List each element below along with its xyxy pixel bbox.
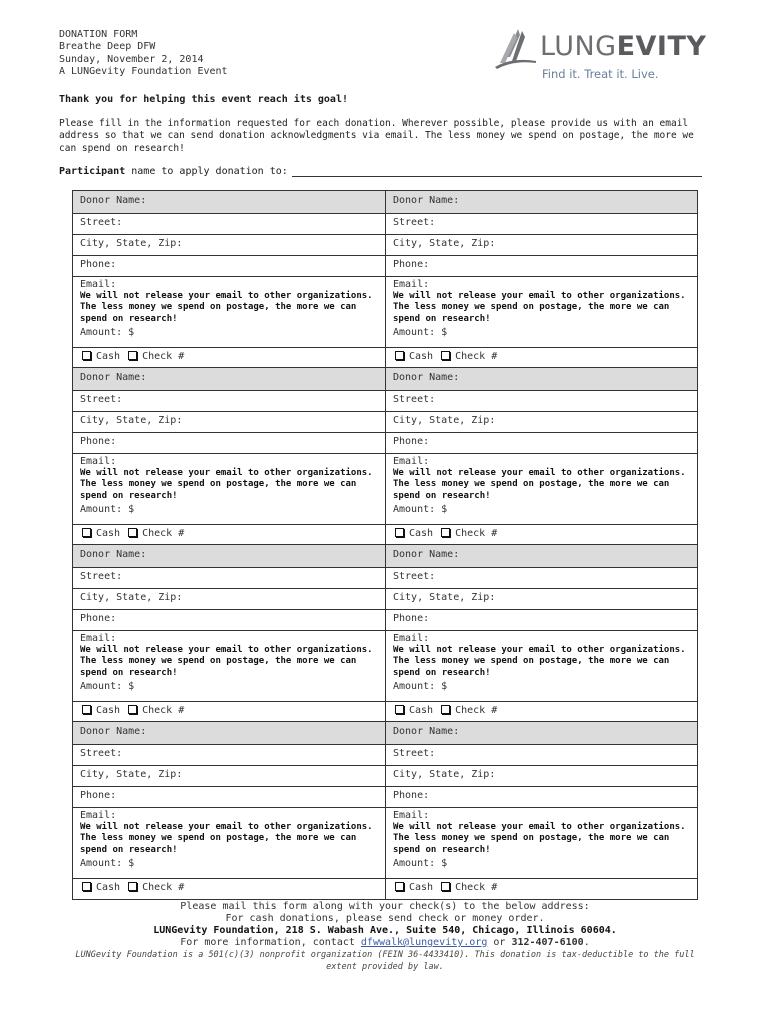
donor-name-row-right-cell[interactable] [385, 368, 697, 390]
check-number-label: Check # [455, 528, 498, 539]
check-checkbox-icon[interactable] [441, 351, 450, 360]
street-row-left-cell[interactable] [73, 214, 385, 234]
donor-name-label: Donor Name: [80, 726, 147, 737]
check-checkbox-icon[interactable] [128, 882, 137, 891]
email-row [73, 454, 697, 525]
payment-method-row-right-cell[interactable] [385, 702, 697, 721]
check-number-label: Check # [455, 705, 498, 716]
email-privacy-note: We will not release your email to other organizations. The less money we spend on postage, the more we can spend on research! [393, 467, 686, 502]
donor-name-row-right-cell[interactable] [385, 545, 697, 567]
email-row-left-cell[interactable] [73, 808, 385, 878]
donor-name-label: Donor Name: [393, 195, 460, 206]
cash-label: Cash [409, 528, 434, 539]
cash-label: Cash [96, 882, 121, 893]
payment-method-row [73, 879, 697, 899]
street-label: Street: [80, 217, 123, 228]
check-number-label: Check # [142, 351, 185, 362]
phone-label: Phone: [80, 259, 117, 270]
payment-method-row-right-cell[interactable] [385, 525, 697, 544]
mailing-address: LUNGevity Foundation, 218 S. Wabash Ave., Suite 540, Chicago, Illinois 60604. [153, 925, 617, 936]
phone-row [73, 610, 697, 631]
street-row-right-cell[interactable] [385, 568, 697, 588]
form-title: DONATION FORM [59, 29, 138, 40]
phone-label: Phone: [80, 436, 117, 447]
donor-name-label: Donor Name: [393, 726, 460, 737]
contact-prefix: For more information, contact [180, 937, 361, 948]
phone-row-left-cell[interactable] [73, 256, 385, 276]
city-state-zip-row-left-cell[interactable] [73, 412, 385, 432]
city-state-zip-row-right-cell[interactable] [385, 766, 697, 786]
cash-checkbox-icon[interactable] [82, 351, 91, 360]
cash-checkbox-icon[interactable] [82, 882, 91, 891]
cash-label: Cash [409, 351, 434, 362]
donor-name-row [73, 368, 697, 391]
payment-method-row-left-cell[interactable] [73, 879, 385, 899]
city-state-zip-row-right-cell[interactable] [385, 235, 697, 255]
donor-name-label: Donor Name: [80, 549, 147, 560]
amount-label: Amount: $ [393, 503, 448, 515]
email-row-right-cell[interactable] [385, 808, 697, 878]
contact-email-link[interactable]: dfwwalk@lungevity.org [360, 937, 488, 948]
phone-label: Phone: [393, 613, 430, 624]
logo-wordmark-bold: EVITY [616, 31, 707, 62]
donor-name-row [73, 545, 697, 568]
donor-name-row-left-cell[interactable] [73, 545, 385, 567]
city-state-zip-label: City, State, Zip: [80, 238, 183, 249]
cash-instructions: For cash donations, please send check or money order. [225, 913, 545, 924]
street-row [73, 214, 697, 235]
cash-checkbox-icon[interactable] [395, 351, 404, 360]
cash-checkbox-icon[interactable] [395, 528, 404, 537]
payment-method-row [73, 348, 697, 368]
legal-disclaimer: LUNGevity Foundation is a 501(c)(3) nonprofit organization (FEIN 36-4433410). This donation is tax-deductible to the full extent provided by law. [75, 950, 695, 972]
thank-you-heading: Thank you for helping this event reach its goal! [59, 94, 348, 105]
payment-method-row-left-cell[interactable] [73, 702, 385, 721]
contact-line [60, 937, 710, 949]
contact-period: . [583, 937, 590, 948]
phone-row [73, 433, 697, 454]
logo-tagline: Find it. Treat it. Live. [542, 67, 659, 81]
check-number-label: Check # [142, 882, 185, 893]
donor-name-row [73, 722, 697, 745]
payment-method-row-left-cell[interactable] [73, 525, 385, 544]
city-state-zip-row [73, 589, 697, 610]
lungs-mark-icon [492, 27, 538, 71]
phone-label: Phone: [393, 259, 430, 270]
donor-name-row-left-cell[interactable] [73, 191, 385, 213]
form-header [59, 29, 228, 78]
amount-label: Amount: $ [80, 857, 135, 869]
email-privacy-note: We will not release your email to other organizations. The less money we spend on postage, the more we can spend on research! [393, 290, 686, 325]
email-row-right-cell[interactable] [385, 631, 697, 701]
donor-name-label: Donor Name: [393, 372, 460, 383]
amount-label: Amount: $ [80, 326, 135, 338]
check-checkbox-icon[interactable] [441, 705, 450, 714]
street-row-right-cell[interactable] [385, 391, 697, 411]
check-number-label: Check # [142, 705, 185, 716]
city-state-zip-row-left-cell[interactable] [73, 766, 385, 786]
payment-method-row-right-cell[interactable] [385, 879, 697, 899]
city-state-zip-label: City, State, Zip: [393, 592, 496, 603]
check-number-label: Check # [455, 882, 498, 893]
street-label: Street: [393, 571, 436, 582]
check-checkbox-icon[interactable] [128, 351, 137, 360]
payment-method-row [73, 702, 697, 722]
contact-or: or [487, 937, 512, 948]
email-label: Email: [393, 633, 430, 644]
participant-name-line[interactable] [292, 164, 702, 177]
donor-name-label: Donor Name: [393, 549, 460, 560]
city-state-zip-row [73, 766, 697, 787]
donor-name-row-left-cell[interactable] [73, 368, 385, 390]
donor-name-row-right-cell[interactable] [385, 191, 697, 213]
email-row [73, 808, 697, 879]
city-state-zip-label: City, State, Zip: [393, 415, 496, 426]
street-row-right-cell[interactable] [385, 214, 697, 234]
email-label: Email: [80, 279, 117, 290]
event-date: Sunday, November 2, 2014 [59, 53, 204, 65]
street-label: Street: [80, 394, 123, 405]
payment-method-row-right-cell[interactable] [385, 348, 697, 367]
phone-label: Phone: [80, 790, 117, 801]
street-row [73, 391, 697, 412]
street-label: Street: [80, 571, 123, 582]
phone-row [73, 787, 697, 808]
city-state-zip-label: City, State, Zip: [80, 415, 183, 426]
phone-label: Phone: [393, 436, 430, 447]
payment-method-row-left-cell[interactable] [73, 348, 385, 367]
street-label: Street: [393, 217, 436, 228]
street-label: Street: [80, 748, 123, 759]
city-state-zip-label: City, State, Zip: [393, 769, 496, 780]
amount-label: Amount: $ [80, 503, 135, 515]
email-row-left-cell[interactable] [73, 277, 385, 347]
check-checkbox-icon[interactable] [128, 705, 137, 714]
email-row [73, 277, 697, 348]
amount-label: Amount: $ [393, 857, 448, 869]
phone-row-left-cell[interactable] [73, 787, 385, 807]
check-number-label: Check # [142, 528, 185, 539]
cash-label: Cash [409, 882, 434, 893]
email-privacy-note: We will not release your email to other organizations. The less money we spend on postage, the more we can spend on research! [80, 644, 373, 679]
cash-label: Cash [96, 705, 121, 716]
mail-instructions: Please mail this form along with your check(s) to the below address: [180, 901, 590, 912]
city-state-zip-label: City, State, Zip: [393, 238, 496, 249]
email-privacy-note: We will not release your email to other organizations. The less money we spend on postage, the more we can spend on research! [393, 644, 686, 679]
email-label: Email: [80, 633, 117, 644]
donor-name-row-right-cell[interactable] [385, 722, 697, 744]
city-state-zip-row-right-cell[interactable] [385, 589, 697, 609]
check-checkbox-icon[interactable] [441, 528, 450, 537]
city-state-zip-row [73, 412, 697, 433]
city-state-zip-label: City, State, Zip: [80, 592, 183, 603]
donor-name-row-left-cell[interactable] [73, 722, 385, 744]
phone-row [73, 256, 697, 277]
cash-label: Cash [96, 351, 121, 362]
city-state-zip-label: City, State, Zip: [80, 769, 183, 780]
cash-label: Cash [96, 528, 121, 539]
footer [60, 901, 710, 973]
check-checkbox-icon[interactable] [128, 528, 137, 537]
phone-row-left-cell[interactable] [73, 610, 385, 630]
check-number-label: Check # [455, 351, 498, 362]
logo-wordmark-light: LUNG [540, 31, 617, 62]
donor-name-label: Donor Name: [80, 195, 147, 206]
email-privacy-note: We will not release your email to other organizations. The less money we spend on postage, the more we can spend on research! [80, 467, 373, 502]
participant-prompt: name to apply donation to: [125, 166, 288, 177]
street-row [73, 745, 697, 766]
email-row-right-cell[interactable] [385, 277, 697, 347]
event-subtitle: A LUNGevity Foundation Event [59, 65, 228, 77]
email-privacy-note: We will not release your email to other organizations. The less money we spend on postage, the more we can spend on research! [80, 821, 373, 856]
cash-label: Cash [409, 705, 434, 716]
email-label: Email: [393, 810, 430, 821]
phone-row-right-cell[interactable] [385, 787, 697, 807]
donor-table [72, 190, 698, 900]
event-name: Breathe Deep DFW [59, 41, 156, 53]
participant-label: Participant [59, 166, 126, 177]
phone-label: Phone: [393, 790, 430, 801]
contact-phone: 312-407-6100 [511, 937, 584, 948]
phone-row-right-cell[interactable] [385, 433, 697, 453]
email-label: Email: [80, 456, 117, 467]
donor-name-label: Donor Name: [80, 372, 147, 383]
check-checkbox-icon[interactable] [441, 882, 450, 891]
phone-row-right-cell[interactable] [385, 610, 697, 630]
email-row-left-cell[interactable] [73, 454, 385, 524]
amount-label: Amount: $ [80, 680, 135, 692]
cash-checkbox-icon[interactable] [395, 882, 404, 891]
city-state-zip-row-left-cell[interactable] [73, 589, 385, 609]
email-label: Email: [393, 279, 430, 290]
participant-field [59, 164, 702, 177]
street-label: Street: [393, 748, 436, 759]
donor-name-row [73, 191, 697, 214]
email-privacy-note: We will not release your email to other organizations. The less money we spend on postage, the more we can spend on research! [393, 821, 686, 856]
cash-checkbox-icon[interactable] [395, 705, 404, 714]
street-row [73, 568, 697, 589]
lungevity-logo [492, 27, 717, 85]
email-row-left-cell[interactable] [73, 631, 385, 701]
cash-checkbox-icon[interactable] [82, 528, 91, 537]
phone-label: Phone: [80, 613, 117, 624]
logo-wordmark [540, 31, 706, 62]
amount-label: Amount: $ [393, 326, 448, 338]
email-label: Email: [393, 456, 430, 467]
email-row [73, 631, 697, 702]
email-privacy-note: We will not release your email to other organizations. The less money we spend on postage, the more we can spend on research! [80, 290, 373, 325]
city-state-zip-row [73, 235, 697, 256]
email-row-right-cell[interactable] [385, 454, 697, 524]
instructions-paragraph: Please fill in the information requested for each donation. Wherever possible, please provide us with an email address so that we can send donation acknowledgments via email. The less money we spend on postage, the more we can spend on research! [59, 118, 694, 154]
street-label: Street: [393, 394, 436, 405]
city-state-zip-row-right-cell[interactable] [385, 412, 697, 432]
email-label: Email: [80, 810, 117, 821]
amount-label: Amount: $ [393, 680, 448, 692]
street-row-left-cell[interactable] [73, 745, 385, 765]
street-row-right-cell[interactable] [385, 745, 697, 765]
phone-row-right-cell[interactable] [385, 256, 697, 276]
payment-method-row [73, 525, 697, 545]
city-state-zip-row-left-cell[interactable] [73, 235, 385, 255]
cash-checkbox-icon[interactable] [82, 705, 91, 714]
phone-row-left-cell[interactable] [73, 433, 385, 453]
street-row-left-cell[interactable] [73, 568, 385, 588]
street-row-left-cell[interactable] [73, 391, 385, 411]
